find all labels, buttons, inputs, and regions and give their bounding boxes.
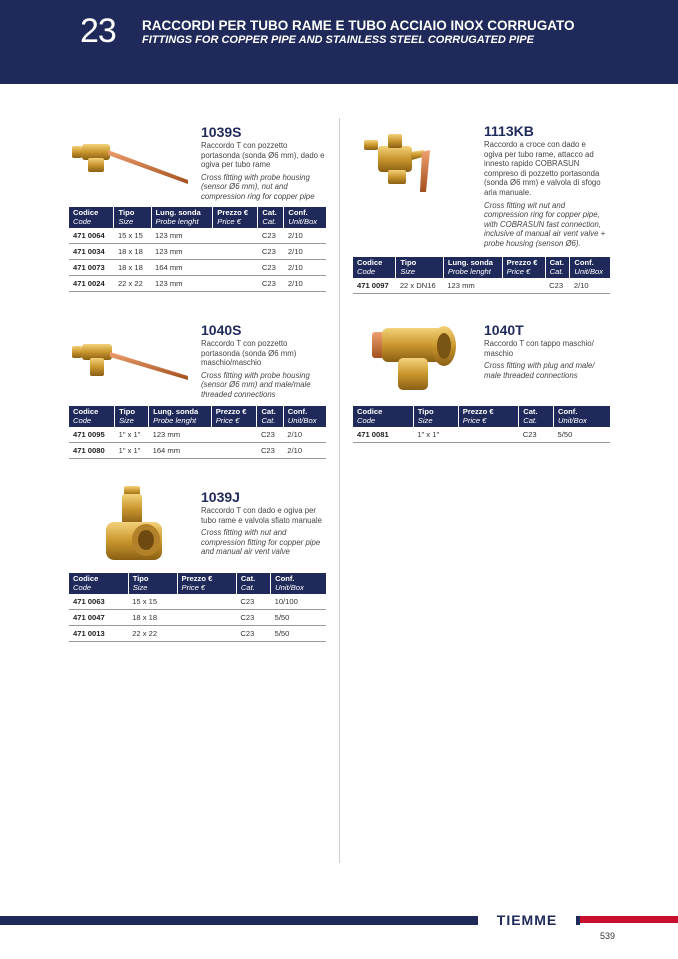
col-header: Tipo Size [115, 406, 149, 427]
product-description-it: Raccordo T con pozzetto portasonda (sonda Ø6 mm) maschio/maschio [201, 339, 297, 368]
table-row: 471 0013 22 x 22 C23 5/50 [69, 626, 326, 642]
table-1039s [69, 207, 326, 292]
col-header: Cat. Cat. [519, 406, 554, 427]
product-code: 1039S [201, 124, 242, 140]
col-header: Cat. Cat. [545, 257, 570, 278]
product-description-en: Cross fitting with probe housing (sensor Ø6 mm), nut and compression ring for copper pipe [201, 172, 315, 201]
col-header: Lung. sonda Probe lenght [149, 406, 212, 427]
product-description-it: Raccordo T con pozzetto portasonda (sonda Ø6 mm), dado e ogiva per tubo rame [201, 141, 325, 170]
col-header: Conf. Unit/Box [570, 257, 610, 278]
table-header-row [69, 207, 326, 228]
product-code: 1040T [484, 322, 524, 338]
col-header: Conf. Unit/Box [283, 406, 326, 427]
table-header-row [69, 406, 326, 427]
table-row: 471 0080 1" x 1" 164 mm C23 2/10 [69, 443, 326, 459]
col-header: Conf. Unit/Box [554, 406, 610, 427]
table-header-row [69, 573, 326, 594]
table-1113kb [353, 257, 610, 294]
table-row: 471 0095 1" x 1" 123 mm C23 2/10 [69, 427, 326, 443]
product-description-en: Cross fitting with nut and compression fitting for copper pipe and manual air vent valve [201, 528, 321, 557]
table-row: 471 0024 22 x 22 123 mm C23 2/10 [69, 276, 326, 292]
table-1039j [69, 573, 326, 642]
col-header: Lung. sonda Probe lenght [151, 207, 213, 228]
section-title: RACCORDI PER TUBO RAME E TUBO ACCIAIO INOX CORRUGATO [142, 18, 575, 33]
page-number: 539 [600, 931, 616, 941]
table-row: 471 0047 18 x 18 C23 5/50 [69, 610, 326, 626]
table-row: 471 0034 18 x 18 123 mm C23 2/10 [69, 244, 326, 260]
product-code: 1040S [201, 322, 242, 338]
product-image-1039s [68, 132, 192, 192]
brand-logo: TIEMME [478, 911, 576, 929]
col-header: Tipo Size [413, 406, 458, 427]
table-header-row [353, 406, 610, 427]
col-header: Cat. Cat. [236, 573, 270, 594]
col-header: Codice Code [69, 207, 114, 228]
product-description-it: Raccordo T con tappo maschio/ maschio [484, 339, 594, 358]
column-divider [339, 118, 340, 863]
table-row: 471 0081 1" x 1" C23 5/50 [353, 427, 610, 443]
col-header: Conf. Unit/Box [271, 573, 326, 594]
col-header: Tipo Size [396, 257, 443, 278]
product-1113kb [484, 123, 606, 249]
table-row: 471 0064 15 x 15 123 mm C23 2/10 [69, 228, 326, 244]
col-header: Cat. Cat. [258, 207, 284, 228]
col-header: Tipo Size [114, 207, 151, 228]
table-row: 471 0073 18 x 18 164 mm C23 2/10 [69, 260, 326, 276]
product-1039j [201, 489, 326, 557]
product-1039s [201, 124, 326, 202]
product-description-it: Raccordo a croce con dado e ogiva per tubo rame, attacco ad innesto rapido COBRASUN compreso di pozzetto portasonda (sonda Ø6 mm) e valvola di sfogo aria manuale. [484, 140, 601, 197]
section-subtitle: FITTINGS FOR COPPER PIPE AND STAINLESS STEEL CORRUGATED PIPE [142, 34, 534, 46]
table-row: 471 0063 15 x 15 C23 10/100 [69, 594, 326, 610]
product-image-1039j [102, 484, 166, 564]
col-header: Tipo Size [128, 573, 177, 594]
col-header: Codice Code [69, 573, 128, 594]
product-code: 1039J [201, 489, 240, 505]
product-1040s [201, 322, 326, 400]
col-header: Prezzo € Price € [458, 406, 518, 427]
product-code: 1113KB [484, 123, 534, 139]
product-image-1113kb [362, 130, 470, 194]
col-header: Codice Code [353, 257, 396, 278]
col-header: Prezzo € Price € [177, 573, 236, 594]
table-row: 471 0097 22 x DN16 123 mm C23 2/10 [353, 278, 610, 294]
product-description-en: Cross fitting with plug and male/ male threaded connections [484, 361, 595, 380]
col-header: Prezzo € Price € [502, 257, 545, 278]
product-description-en: Cross fitting with probe housing (sensor Ø6 mm) and male/male threaded connections [201, 370, 311, 399]
page-header [0, 0, 678, 84]
col-header: Codice Code [353, 406, 413, 427]
product-image-1040t [370, 322, 460, 394]
col-header: Conf. Unit/Box [284, 207, 326, 228]
product-description-en: Cross fitting wit nut and compression ring for copper pipe, with COBRASUN fast connection, inclusive of manual air vent valve + probe housing (senson Ø6). [484, 200, 606, 248]
col-header: Codice Code [69, 406, 115, 427]
chapter-number: 23 [80, 12, 116, 50]
col-header: Cat. Cat. [257, 406, 283, 427]
product-1040t [484, 322, 609, 380]
product-image-1040s [68, 338, 192, 386]
col-header: Prezzo € Price € [211, 406, 257, 427]
table-header-row [353, 257, 610, 278]
footer-accent [580, 916, 678, 923]
table-1040s [69, 406, 326, 459]
col-header: Lung. sonda Probe lenght [443, 257, 502, 278]
table-1040t [353, 406, 610, 443]
product-description-it: Raccordo T con dado e ogiva per tubo rame e valvola sfiato manuale [201, 506, 322, 525]
col-header: Prezzo € Price € [213, 207, 258, 228]
